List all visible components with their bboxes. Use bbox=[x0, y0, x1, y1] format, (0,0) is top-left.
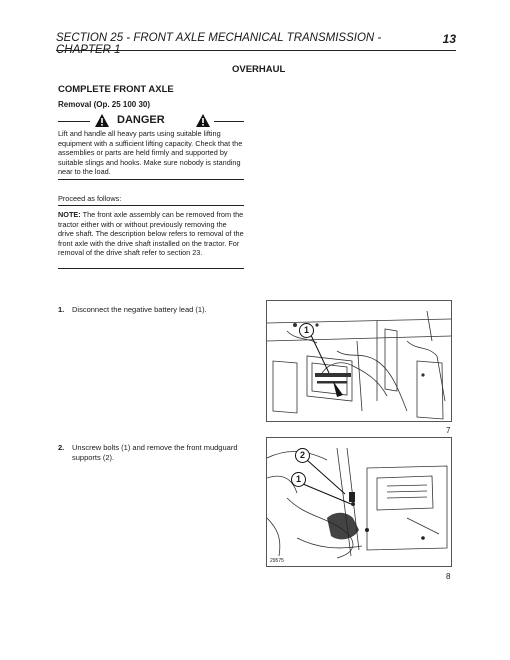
divider bbox=[58, 179, 244, 180]
figure-number: 8 bbox=[446, 572, 451, 581]
danger-text: Lift and handle all heavy parts using suitable lifting equipment with a sufficient lifting capacity. Check that the assemblies or parts are held firmly and supported by suitable slings and hooks. Make sure nobody is standing near to the load. bbox=[58, 129, 243, 176]
section-title: SECTION 25 - FRONT AXLE MECHANICAL TRANSMISSION - CHAPTER 1 bbox=[56, 32, 382, 56]
note-text: The front axle assembly can be removed from the tractor either with or without previously removing the drive shaft. The description below refers to removal of the front axle with the drive shaft installed on the tractor. For removal of the drive shaft refer to section 23. bbox=[58, 210, 244, 257]
figure-mudguard-supports bbox=[266, 437, 452, 567]
danger-rule-left bbox=[58, 121, 90, 122]
figure-number: 7 bbox=[446, 426, 451, 435]
page-header bbox=[56, 32, 456, 56]
divider bbox=[58, 268, 244, 269]
danger-rule-right bbox=[214, 121, 244, 122]
engine-bay-illustration bbox=[267, 301, 451, 421]
step-number: 2. bbox=[58, 443, 65, 452]
danger-label: DANGER bbox=[117, 114, 165, 126]
callout-label: 2 bbox=[295, 448, 310, 463]
step-2 bbox=[58, 443, 248, 467]
warning-triangle-icon bbox=[95, 114, 109, 127]
figure-battery-lead bbox=[266, 300, 452, 422]
step-1 bbox=[58, 305, 248, 317]
section-heading: COMPLETE FRONT AXLE bbox=[58, 84, 174, 95]
callout-label: 1 bbox=[299, 323, 314, 338]
removal-heading: Removal (Op. 25 100 30) bbox=[58, 100, 151, 109]
step-text: Unscrew bolts (1) and remove the front mudguard supports (2). bbox=[72, 443, 238, 462]
note-paragraph bbox=[58, 210, 244, 258]
danger-banner bbox=[58, 114, 244, 128]
page-number: 13 bbox=[442, 32, 456, 46]
step-text: Disconnect the negative battery lead (1). bbox=[72, 305, 207, 314]
callout-label: 1 bbox=[291, 472, 306, 487]
proceed-text: Proceed as follows: bbox=[58, 194, 122, 203]
step-number: 1. bbox=[58, 305, 65, 314]
warning-triangle-icon bbox=[196, 114, 210, 127]
overhaul-heading: OVERHAUL bbox=[232, 64, 286, 75]
divider bbox=[58, 205, 244, 206]
note-label: NOTE: bbox=[58, 210, 81, 219]
figure-ref-code: 29575 bbox=[270, 558, 284, 564]
